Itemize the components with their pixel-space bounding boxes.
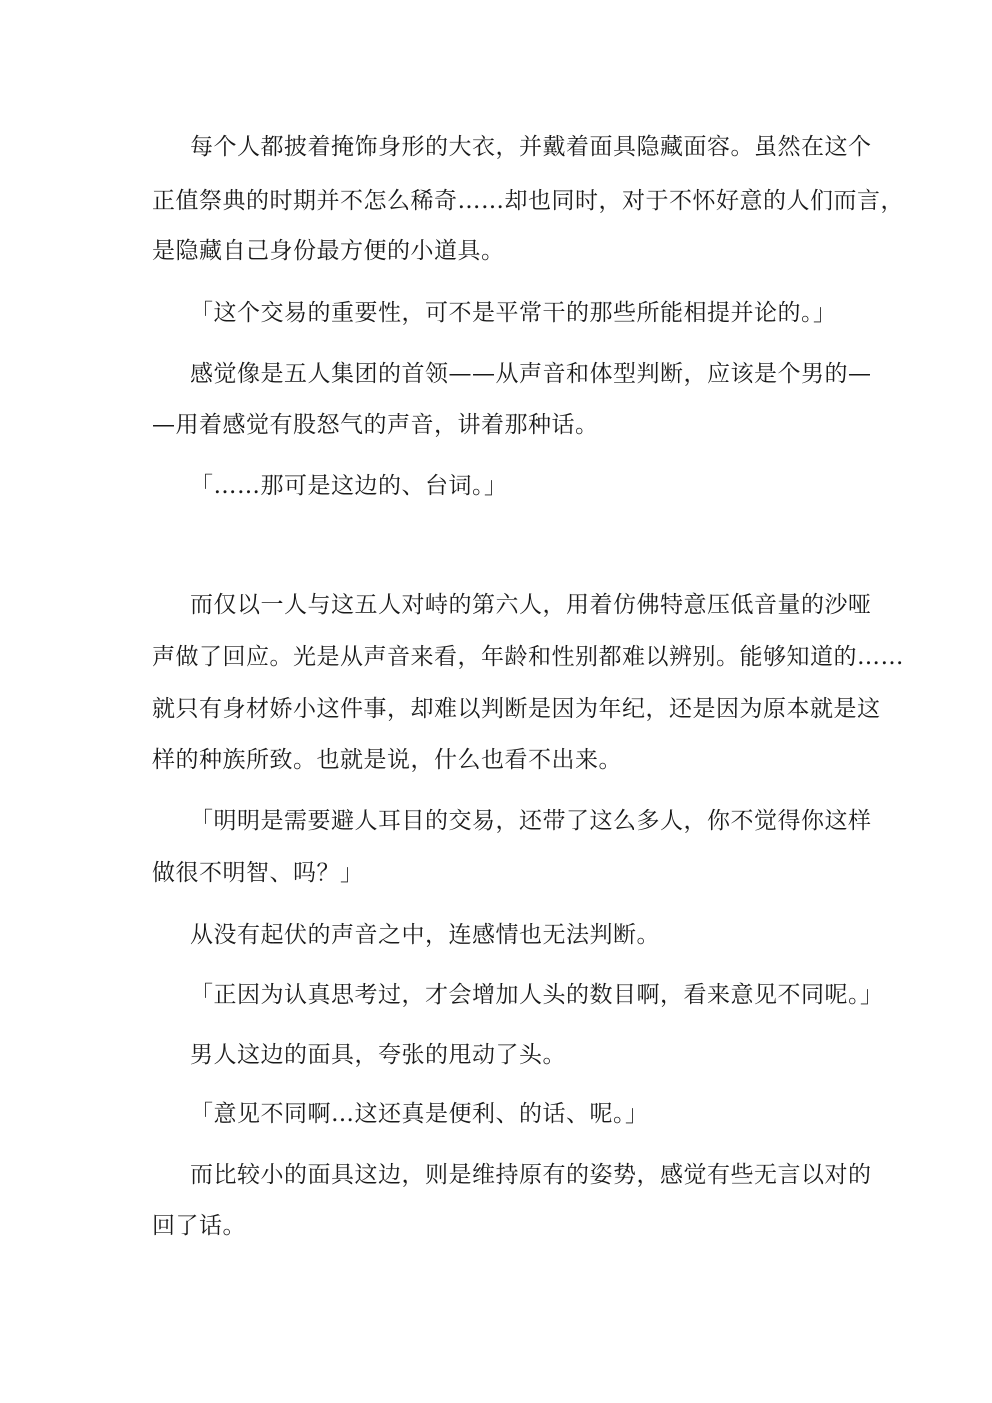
dialogue-line: 「正因为认真思考过，才会增加人头的数目啊，看来意见不同呢。」 bbox=[190, 982, 884, 1008]
text-line: 样的种族所致。也就是说，什么也看不出来。 bbox=[152, 747, 622, 773]
text-line: 就只有身材娇小这件事，却难以判断是因为年纪，还是因为原本就是这 bbox=[152, 696, 881, 722]
dialogue-line: 「这个交易的重要性，可不是平常干的那些所能相提并论的。」 bbox=[190, 300, 837, 326]
dialogue-line: 「……那可是这边的、台词。」 bbox=[190, 473, 508, 499]
text-line: 男人这边的面具，夸张的甩动了头。 bbox=[190, 1042, 566, 1068]
dialogue-line: 「明明是需要避人耳目的交易，还带了这么多人，你不觉得你这样 bbox=[190, 808, 872, 834]
dialogue-line: 「意见不同啊…这还真是便利、的话、呢。」 bbox=[190, 1101, 649, 1127]
text-line: 从没有起伏的声音之中，连感情也无法判断。 bbox=[190, 922, 660, 948]
text-line: 正值祭典的时期并不怎么稀奇……却也同时，对于不怀好意的人们而言， bbox=[152, 188, 904, 214]
text-line: 回了话。 bbox=[152, 1213, 246, 1239]
dialogue-line: 做很不明智、吗？」 bbox=[152, 860, 364, 886]
text-line: 而仅以一人与这五人对峙的第六人，用着仿佛特意压低音量的沙哑 bbox=[190, 592, 872, 618]
text-line: 感觉像是五人集团的首领——从声音和体型判断，应该是个男的— bbox=[190, 361, 872, 387]
text-line: —用着感觉有股怒气的声音，讲着那种话。 bbox=[152, 412, 599, 438]
text-line: 是隐藏自己身份最方便的小道具。 bbox=[152, 238, 505, 264]
text-line: 每个人都披着掩饰身形的大衣，并戴着面具隐藏面容。虽然在这个 bbox=[190, 134, 872, 160]
text-line: 声做了回应。光是从声音来看，年龄和性别都难以辨别。能够知道的…… bbox=[152, 644, 904, 670]
text-line: 而比较小的面具这边，则是维持原有的姿势，感觉有些无言以对的 bbox=[190, 1162, 872, 1188]
